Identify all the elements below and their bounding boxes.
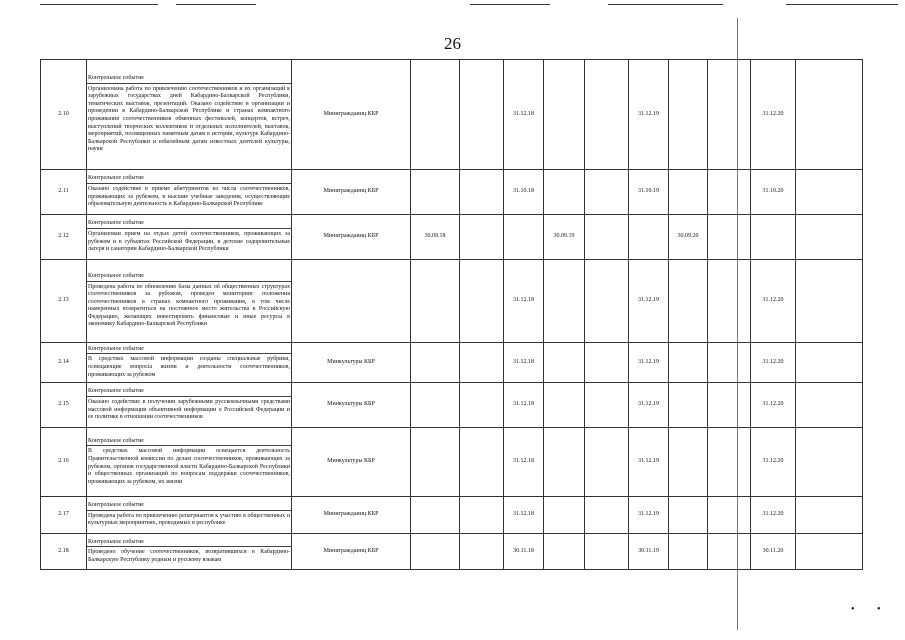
blank-cell <box>796 428 863 497</box>
executor: Минкультуры КБР <box>292 343 411 383</box>
deadline-cell <box>669 260 708 343</box>
event-description-cell <box>87 534 292 570</box>
deadline-cell <box>460 383 504 428</box>
deadline-cell <box>669 343 708 383</box>
deadline-cell <box>629 215 669 260</box>
deadline-cell: 31.12.18 <box>504 60 544 170</box>
table-row <box>41 383 863 428</box>
executor <box>292 260 411 343</box>
deadline-cell <box>411 343 460 383</box>
deadline-cell <box>751 215 796 260</box>
table-row <box>41 428 863 497</box>
executor: Минкультуры КБР <box>292 383 411 428</box>
event-description: Проведено обучение соотечественников, возвратившихся в Кабардино-Балкарскую Республику родным и русскому языкам <box>88 549 290 563</box>
executor: Минкультуры КБР <box>292 428 411 497</box>
deadline-cell <box>411 260 460 343</box>
event-description: В средствах массовой информации созданы специальные рубрики, освещающие вопросы жизни и деятельности соотечественников, проживающих за рубежом <box>88 356 290 378</box>
deadline-cell <box>585 428 629 497</box>
deadline-cell <box>585 497 629 534</box>
control-event-label: Контрольное событие <box>87 175 292 184</box>
deadline-cell <box>669 534 708 570</box>
table-row <box>41 60 863 170</box>
event-description: Оказано содействие в приеме абитуриентов из числа соотечественников, проживающих за рубежом, в высшие учебные заведения, осуществляющие образовательную деятельность в Кабардино-Балкарской Республике <box>88 185 290 208</box>
top-rule-right <box>608 4 723 5</box>
blank-cell <box>796 215 863 260</box>
deadline-cell: 30.09.19 <box>544 215 585 260</box>
blank-cell <box>796 497 863 534</box>
deadline-cell <box>411 428 460 497</box>
executor: Миниграждаинц КБР <box>292 60 411 170</box>
deadline-cell: 31.10.20 <box>751 170 796 215</box>
blank-cell <box>796 383 863 428</box>
deadline-cell <box>585 215 629 260</box>
control-event-label: Контрольное событие <box>87 346 292 355</box>
deadline-cell: 31.12.18 <box>504 260 544 343</box>
event-description-cell <box>87 260 292 343</box>
deadline-cell <box>585 343 629 383</box>
table-row <box>41 497 863 534</box>
executor: Миниграждаинц КБР <box>292 497 411 534</box>
deadline-cell <box>669 428 708 497</box>
event-description-cell <box>87 343 292 383</box>
deadline-cell <box>669 497 708 534</box>
deadline-cell <box>585 260 629 343</box>
deadline-cell <box>585 170 629 215</box>
event-description: В средствах массовой информации освещается деятельность Правительственной комиссии по делам соотечественников, проживающих за рубежом, органов государственной власти Кабардино-Балкарской Республики и общественных организаций по вопросам поддержки соотечественников, проживающих за рубежом, их жизни <box>88 448 290 485</box>
deadline-cell <box>460 170 504 215</box>
deadline-cell <box>585 60 629 170</box>
deadline-cell: 31.12.20 <box>751 60 796 170</box>
event-description-cell <box>87 60 292 170</box>
executor: Миниграждаинц КБР <box>292 170 411 215</box>
table-row <box>41 343 863 383</box>
deadline-cell: 31.12.20 <box>751 260 796 343</box>
event-description: Проведена работа по обновлению базы данных об общественных структурах соотечественников за рубежом, проведен мониторинг положения соотечественников в странах компактного проживания, в том числе намеренных возвратиться на постоянное место жительства в Российскую Федерацию, желающих инвестировать финансовые и иные ресурсы в экономику Кабардино-Балкарской Республики <box>88 283 290 328</box>
deadline-cell <box>708 215 751 260</box>
row-number: 2.17 <box>41 497 87 534</box>
table-row <box>41 170 863 215</box>
deadline-cell <box>585 534 629 570</box>
scan-mark: • <box>877 604 881 615</box>
table-row <box>41 534 863 570</box>
deadline-cell <box>669 383 708 428</box>
deadline-cell <box>411 534 460 570</box>
deadline-cell <box>411 497 460 534</box>
event-description-cell <box>87 383 292 428</box>
deadline-cell: 30.11.20 <box>751 534 796 570</box>
deadline-cell <box>460 260 504 343</box>
deadline-cell <box>544 428 585 497</box>
deadline-cell <box>504 215 544 260</box>
deadline-cell <box>708 260 751 343</box>
deadline-cell: 31.12.18 <box>504 343 544 383</box>
blank-cell <box>796 260 863 343</box>
deadline-cell <box>460 215 504 260</box>
control-event-label: Контрольное событие <box>87 539 292 548</box>
deadline-cell <box>708 428 751 497</box>
deadline-cell: 31.12.18 <box>504 383 544 428</box>
control-event-label: Контрольное событие <box>87 438 292 447</box>
deadline-cell <box>708 383 751 428</box>
deadline-cell: 30.11.19 <box>629 534 669 570</box>
deadline-cell <box>708 497 751 534</box>
row-number: 2.11 <box>41 170 87 215</box>
deadline-cell <box>544 383 585 428</box>
control-event-label: Контрольное событие <box>87 273 292 282</box>
deadline-cell: 30.09.20 <box>669 215 708 260</box>
deadline-cell: 31.12.19 <box>629 260 669 343</box>
deadline-cell <box>460 428 504 497</box>
deadline-cell: 31.12.20 <box>751 343 796 383</box>
blank-cell <box>796 60 863 170</box>
table-row <box>41 215 863 260</box>
deadline-cell <box>544 60 585 170</box>
deadline-cell: 31.10.18 <box>504 170 544 215</box>
row-number: 2.13 <box>41 260 87 343</box>
deadline-cell: 31.12.19 <box>629 428 669 497</box>
control-event-label: Контрольное событие <box>87 502 292 511</box>
deadline-cell <box>460 60 504 170</box>
deadline-cell: 31.12.20 <box>751 383 796 428</box>
deadline-cell <box>669 170 708 215</box>
event-description: Проведена работа по привлечению репатриантов к участию в общественных и культурных мероприятиях, проводимых в республике <box>88 512 290 527</box>
deadline-cell: 31.12.19 <box>629 343 669 383</box>
top-rule-mid-right <box>470 4 550 5</box>
deadline-cell <box>411 383 460 428</box>
event-description: Организован прием на отдых детей соотечественников, проживающих за рубежом и в субъектах Российской Федерации, в детские оздоровительные лагеря и санатории Кабардино-Балкарской Республики <box>88 230 290 253</box>
deadline-cell: 31.12.18 <box>504 497 544 534</box>
deadline-cell <box>544 260 585 343</box>
row-number: 2.10 <box>41 60 87 170</box>
top-rule-far-right <box>786 4 898 5</box>
deadline-cell: 31.12.20 <box>751 428 796 497</box>
deadline-cell <box>460 497 504 534</box>
event-description: Оказано содействие в получении зарубежными русскоязычными средствами массовой информации объективной информации о Российской Федерации и ее политике в отношении соотечественников <box>88 398 290 421</box>
deadline-cell: 31.12.18 <box>504 428 544 497</box>
blank-cell <box>796 534 863 570</box>
row-number: 2.18 <box>41 534 87 570</box>
blank-cell <box>796 343 863 383</box>
row-number: 2.16 <box>41 428 87 497</box>
event-description-cell <box>87 497 292 534</box>
page-number: 26 <box>444 34 461 53</box>
deadline-cell <box>669 60 708 170</box>
top-rule-mid-left <box>176 4 256 5</box>
deadline-cell: 31.10.19 <box>629 170 669 215</box>
deadline-cell <box>411 170 460 215</box>
event-description-cell <box>87 428 292 497</box>
control-events-table <box>40 59 863 570</box>
deadline-cell <box>460 343 504 383</box>
deadline-cell: 30.11.18 <box>504 534 544 570</box>
executor: Миниграждаинц КБР <box>292 215 411 260</box>
deadline-cell <box>708 60 751 170</box>
deadline-cell: 30.09.18 <box>411 215 460 260</box>
control-event-label: Контрольное событие <box>87 220 292 229</box>
blank-cell <box>796 170 863 215</box>
deadline-cell <box>708 343 751 383</box>
event-description: Организована работа по привлечению соотечественников и их организаций к зарубежных государствах дней Кабардино-Балкарской Республики, тематических выставок, презентаций. Оказано содействие в организации и проведении в Кабардино-Балкарской Республике и странах компактного проживания соотечественников обменных фестивалей, концертов, встреч, выступлений творческих коллективов и отдельных исполнителей, выставок, мероприятий, посвященных памятным датам в истории, культуре Кабардино-Балкарской Республики и юбилейным датам известных деятелей культуры, науки <box>88 85 290 153</box>
deadline-cell <box>460 534 504 570</box>
row-number: 2.12 <box>41 215 87 260</box>
executor: Миниграждаинц КБР <box>292 534 411 570</box>
deadline-cell <box>544 497 585 534</box>
table-row <box>41 260 863 343</box>
top-rule-left <box>40 4 158 5</box>
deadline-cell: 31.12.19 <box>629 383 669 428</box>
deadline-cell <box>585 383 629 428</box>
deadline-cell <box>708 170 751 215</box>
deadline-cell: 31.12.19 <box>629 60 669 170</box>
deadline-cell <box>544 534 585 570</box>
deadline-cell <box>544 170 585 215</box>
deadline-cell: 31.12.20 <box>751 497 796 534</box>
row-number: 2.15 <box>41 383 87 428</box>
scan-mark: • <box>851 604 855 615</box>
deadline-cell <box>544 343 585 383</box>
control-event-label: Контрольное событие <box>87 388 292 397</box>
row-number: 2.14 <box>41 343 87 383</box>
deadline-cell <box>708 534 751 570</box>
deadline-cell: 31.12.19 <box>629 497 669 534</box>
deadline-cell <box>411 60 460 170</box>
event-description-cell <box>87 215 292 260</box>
event-description-cell <box>87 170 292 215</box>
control-event-label: Контрольное событие <box>87 75 292 84</box>
